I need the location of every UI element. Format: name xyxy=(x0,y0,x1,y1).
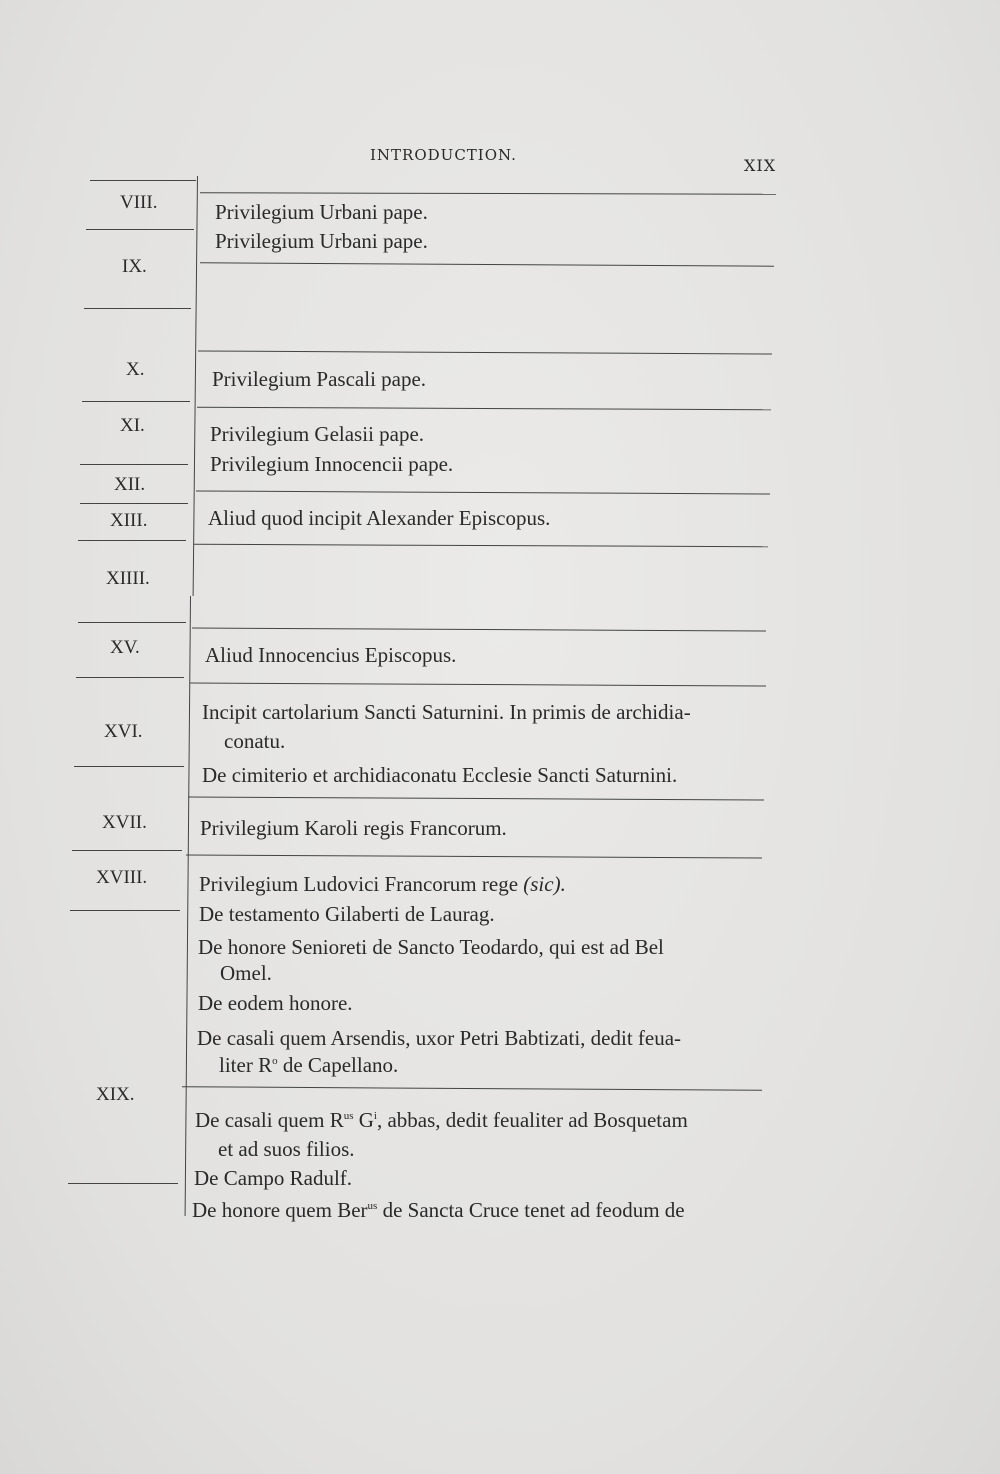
entry-segment: , abbas, dedit feualiter ad Bosquetam xyxy=(376,1108,688,1132)
right-rule xyxy=(200,192,776,195)
entry-text: Privilegium Pascali pape. xyxy=(212,367,427,391)
left-rule xyxy=(78,540,186,541)
entry-text: Privilegium Karoli regis Francorum. xyxy=(200,816,507,840)
entry-text: Privilegium Innocencii pape. xyxy=(210,452,454,476)
entry-text xyxy=(192,1195,685,1225)
left-rule xyxy=(76,677,184,678)
running-header: INTRODUCTION. xyxy=(370,146,517,164)
entry-segment: liter R xyxy=(219,1053,273,1077)
superscript: o xyxy=(272,1055,278,1067)
entry-text: Aliud quod incipit Alexander Episcopus. xyxy=(208,506,551,530)
row-numeral: XIII. xyxy=(110,510,148,531)
left-rule xyxy=(82,401,190,402)
row-numeral: XVII. xyxy=(102,812,147,833)
entry-text: conatu. xyxy=(224,729,286,753)
left-rule xyxy=(70,910,180,911)
left-rule xyxy=(74,766,184,767)
column-divider xyxy=(193,176,198,596)
row-numeral: IX. xyxy=(122,256,147,277)
left-rule xyxy=(68,1183,178,1184)
entry-segment: De casali quem R xyxy=(195,1108,344,1132)
row-numeral: XI. xyxy=(120,415,145,436)
entry-text: De honore Senioreti de Sancto Teodardo, qui est ad Bel xyxy=(198,935,664,959)
entry-text: et ad suos filios. xyxy=(218,1137,355,1161)
right-rule xyxy=(200,262,774,267)
right-rule xyxy=(192,627,766,631)
left-rule xyxy=(90,180,196,181)
left-rule xyxy=(84,308,191,309)
entry-segment: Privilegium Ludovici Francorum rege xyxy=(199,872,519,896)
column-divider xyxy=(185,596,191,1216)
row-numeral: XIX. xyxy=(96,1084,135,1105)
superscript: us xyxy=(343,1110,354,1122)
row-numeral: XIIII. xyxy=(106,568,150,589)
entry-text: Privilegium Urbani pape. xyxy=(215,200,428,224)
entry-text: Incipit cartolarium Sancti Saturnini. In primis de archidia- xyxy=(202,700,691,724)
superscript: i xyxy=(373,1110,377,1122)
entry-segment: de Sancta Cruce tenet ad feodum de xyxy=(382,1198,685,1222)
entry-text: Aliud Innocencius Episcopus. xyxy=(205,643,457,667)
left-rule xyxy=(80,503,188,504)
entry-text xyxy=(195,1105,688,1135)
right-rule xyxy=(186,854,762,858)
superscript: us xyxy=(367,1200,378,1212)
row-numeral: XVIII. xyxy=(96,867,148,888)
entry-text: Privilegium Urbani pape. xyxy=(215,229,428,253)
row-numeral: VIII. xyxy=(120,192,158,213)
right-rule xyxy=(198,350,772,354)
left-rule xyxy=(72,850,182,851)
row-numeral: XII. xyxy=(114,474,146,495)
right-rule xyxy=(194,544,768,548)
row-numeral: X. xyxy=(126,359,145,380)
left-rule xyxy=(80,464,188,465)
entry-text xyxy=(219,1050,398,1080)
entry-segment: de Capellano. xyxy=(282,1053,399,1077)
left-rule xyxy=(78,622,186,623)
right-rule xyxy=(188,796,764,800)
entry-text: Omel. xyxy=(220,961,272,985)
entry-segment-italic: (sic). xyxy=(523,872,566,896)
page-number: XIX xyxy=(744,156,777,175)
entry-text: De cimiterio et archidiaconatu Ecclesie Sancti Saturnini. xyxy=(202,763,678,787)
entry-text: Privilegium Gelasii pape. xyxy=(210,422,425,446)
row-numeral: XVI. xyxy=(104,721,143,742)
entry-segment: G xyxy=(358,1108,374,1132)
right-rule xyxy=(182,1086,762,1091)
entry-text xyxy=(199,869,566,899)
entry-segment: De honore quem Ber xyxy=(192,1198,368,1222)
right-rule xyxy=(197,407,771,411)
entry-text: De casali quem Arsendis, uxor Petri Babtizati, dedit feua- xyxy=(197,1026,682,1050)
left-rule xyxy=(86,229,194,230)
entry-text: De eodem honore. xyxy=(198,991,353,1015)
right-rule xyxy=(196,490,770,494)
entry-text: De Campo Radulf. xyxy=(194,1166,353,1190)
right-rule xyxy=(190,682,766,686)
row-numeral: XV. xyxy=(110,637,140,658)
entry-text: De testamento Gilaberti de Laurag. xyxy=(199,902,495,926)
